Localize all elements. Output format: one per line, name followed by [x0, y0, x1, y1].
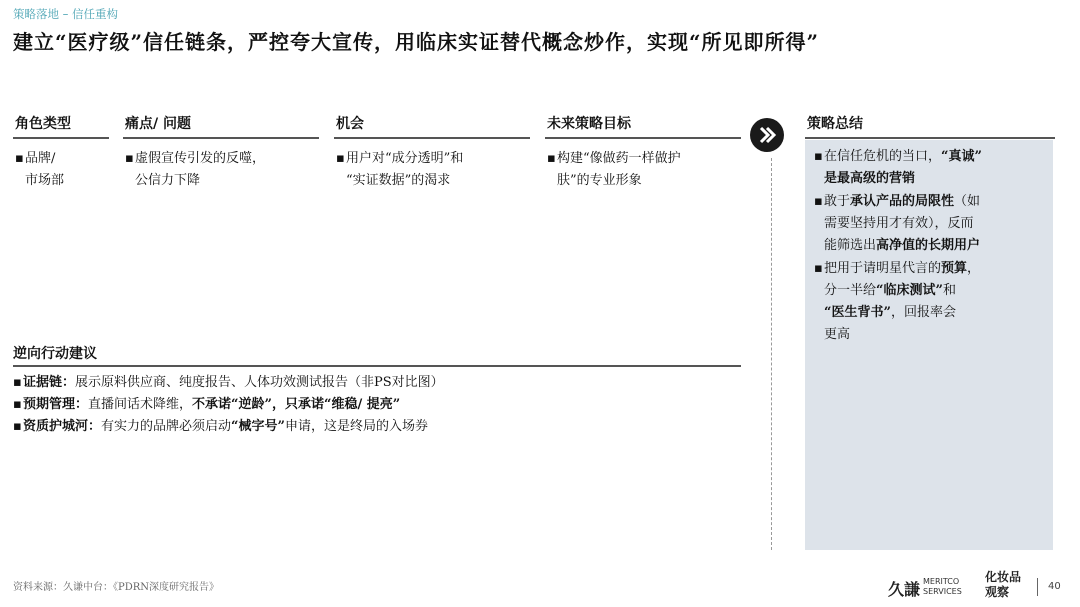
col-header-goal: 未来策略目标 [547, 116, 631, 132]
cell-pain: ▪虚假宣传引发的反噬， 公信力下降 [125, 151, 266, 188]
col-header-role: 角色类型 [15, 116, 71, 132]
list-item: ▪资质护城河：有实力的品牌必须启动“械字号”申请，这是终局的入场券 [13, 419, 429, 434]
recommendations-heading: 逆向行动建议 [13, 346, 97, 362]
list-item: ▪ 在信任危机的当口，“真诚” 是最高级的营销 [814, 149, 982, 186]
source-note: 资料来源：久谦中台：《PDRN深度研究报告》 [13, 582, 220, 593]
list-item: ▪ 把用于请明星代言的预算， 分一半给“临床测试”和 “医生背书”，回报率会 更高 [814, 261, 981, 342]
section-kicker: 策略落地 – 信任重构 [13, 7, 119, 21]
cell-opportunity: ▪用户对“成分透明”和 “实证数据”的渴求 [336, 151, 464, 188]
page-number: 40 [1048, 581, 1061, 592]
summary-heading: 策略总结 [807, 116, 863, 132]
cosmetics-observer-logo: 化妆品 观察 [985, 570, 1022, 599]
meritco-logo-text: MERITCO SERVICES [923, 577, 962, 596]
summary-list [814, 146, 1050, 347]
divider [13, 137, 109, 139]
divider [805, 137, 1055, 139]
list-item: ▪预期管理：直播间话术降维，不承诺“逆龄”，只承诺“维稳/ 提亮” [13, 397, 401, 412]
list-item: ▪证据链：展示原料供应商、纯度报告、人体功效测试报告（非PS对比图） [13, 375, 444, 390]
divider [123, 137, 319, 139]
meritco-logo: 久謙 [888, 580, 921, 599]
col-header-pain: 痛点/ 问题 [125, 116, 191, 132]
cell-goal: ▪构建“像做药一样做护 肤”的专业形象 [547, 151, 681, 188]
divider [545, 137, 741, 139]
col-header-opportunity: 机会 [336, 116, 364, 132]
page-title: 建立“医疗级”信任链条，严控夸大宣传，用临床实证替代概念炒作，实现“所见即所得” [13, 30, 820, 54]
list-item: ▪ 敢于承认产品的局限性（如 需要坚持用才有效），反而 能筛选出高净值的长期用户 [814, 194, 981, 253]
dashed-divider [771, 158, 772, 550]
divider [334, 137, 530, 139]
recommendations-list [13, 372, 444, 438]
cell-role: ▪品牌/ 市场部 [15, 151, 65, 188]
chevron-right-icon [750, 118, 784, 152]
divider [1037, 578, 1038, 596]
divider [13, 365, 741, 367]
